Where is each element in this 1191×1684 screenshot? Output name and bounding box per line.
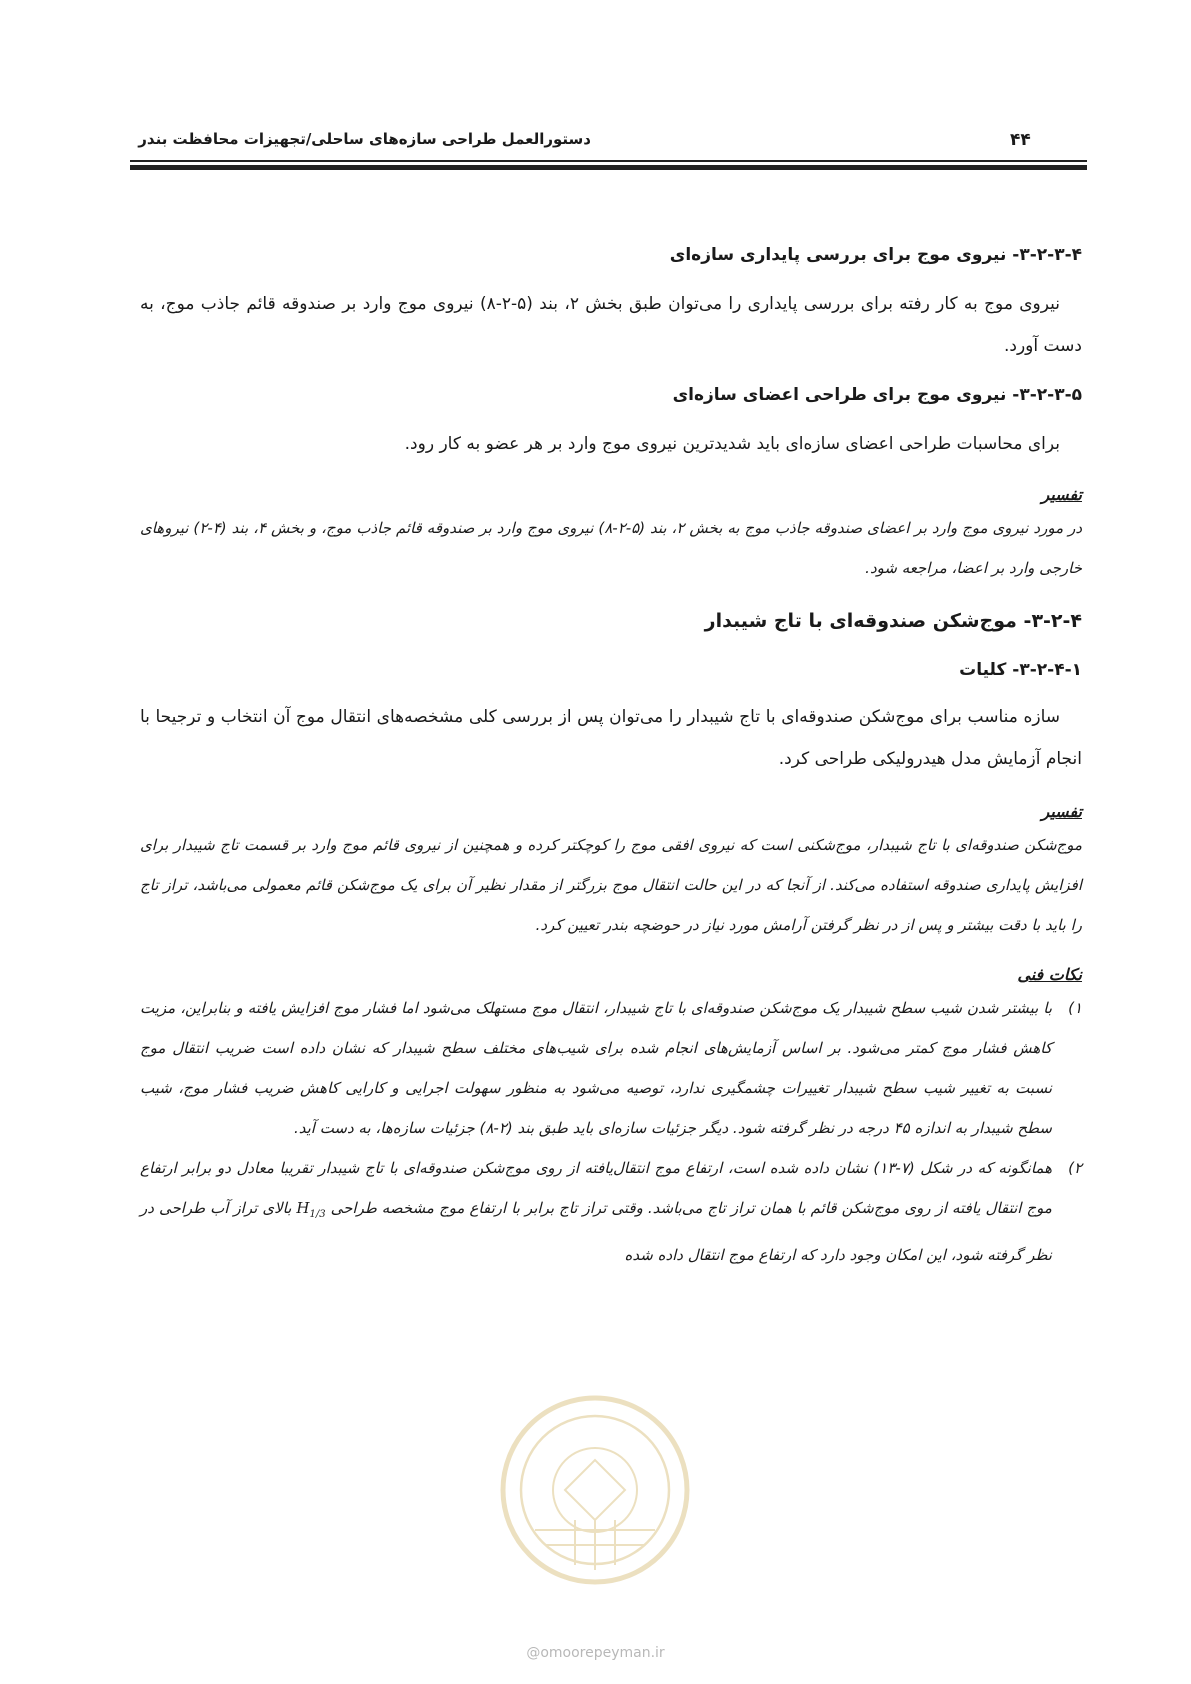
header-rule-thick — [130, 165, 1087, 170]
technical-note-1 — [140, 988, 1082, 1148]
section-heading-3-2-3-4: ۳-۲-۳-۴- نیروی موج برای بررسی پایداری سازه‌ای — [669, 245, 1082, 265]
section-heading-3-2-3-5: ۳-۲-۳-۵- نیروی موج برای طراحی اعضای سازه‌ای — [672, 385, 1082, 405]
section-paragraph-3-2-3-5: برای محاسبات طراحی اعضای سازه‌ای باید شدیدترین نیروی موج وارد بر هر عضو به کار رود. — [404, 434, 1060, 454]
technical-notes-label: نکات فنی — [1017, 965, 1082, 984]
section-paragraph-3-2-3-4: نیروی موج به کار رفته برای بررسی پایداری را می‌توان طبق بخش ۲، بند (۵-۲-۸) نیروی موج وارد بر صندوقه قائم جاذب موج، به دست آورد. — [140, 294, 1082, 356]
note-number: ۲) — [1068, 1159, 1082, 1177]
running-header-title: دستورالعمل طراحی سازه‌های ساحلی/تجهیزات محافظت بندر — [138, 130, 591, 148]
commentary-label: تفسیر — [1041, 802, 1082, 821]
page-body — [140, 245, 1082, 1275]
section-paragraph-3-2-4-1: سازه مناسب برای موج‌شکن صندوقه‌ای با تاج شیبدار را می‌توان پس از بررسی کلی مشخصه‌های انتقال موج آن انتخاب و ترجیحا با انجام آزمایش مدل هیدرولیکی طراحی کرد. — [140, 707, 1082, 769]
watermark-site: @omoorepeyman.ir — [526, 1645, 665, 1661]
section-heading-3-2-4: ۳-۲-۴- موج‌شکن صندوقه‌ای با تاج شیبدار — [704, 610, 1082, 632]
commentary-label: تفسیر — [1041, 485, 1082, 504]
page-number: ۴۴ — [1010, 130, 1031, 150]
note-text: با بیشتر شدن شیب سطح شیبدار یک موج‌شکن صندوقه‌ای با تاج شیبدار، انتقال موج مستهلک می‌شود اما فشار موج افزایش یافته و بنابراین، مزیت کاهش فشار موج کمتر می‌شود. بر اساس آزمایش‌های انجام شده برای شیب‌های مختلف سطح شیبدار که نشان داده است ضریب انتقال موج نسبت به تغییر شیب سطح شیبدار تغییرات چشمگیری ندارد، توصیه می‌شود به منظور سهولت اجرایی و کارایی کاهش ضریب فشار موج، شیب سطح شیبدار به اندازه ۴۵ درجه در نظر گرفته شود. دیگر جزئیات سازه‌ای باید طبق بند (۲-۸) جزئیات سازه‌ها، به دست آید. — [140, 999, 1052, 1137]
note-text-part-b: بالای تراز آب طراحی در نظر گرفته شود، این امکان وجود دارد که ارتفاع موج انتقال داده شده — [140, 1199, 1052, 1264]
formula-subscript: 1/3 — [309, 1209, 326, 1220]
technical-note-2 — [140, 1148, 1082, 1275]
formula-h13 — [296, 1199, 326, 1220]
header-rule-thin — [130, 160, 1087, 162]
section-heading-3-2-4-1: ۳-۲-۴-۱- کلیات — [959, 660, 1082, 680]
note-number: ۱) — [1068, 999, 1082, 1017]
note-text — [140, 1148, 1052, 1275]
commentary-paragraph: در مورد نیروی موج وارد بر اعضای صندوقه جاذب موج به بخش ۲، بند (۵-۲-۸) نیروی موج وارد بر صندوقه قائم جاذب موج، و بخش ۴، بند (۴-۲) نیروهای خارجی وارد بر اعضا، مراجعه شود. — [140, 519, 1083, 577]
note-text-part-a: همانگونه که در شکل (۷-۱۳) نشان داده شده است، ارتفاع موج انتقال‌یافته از روی موج‌شکن صندوقه‌ای با تاج شیبدار تقریبا معادل دو برابر ارتفاع موج انتقال یافته از روی موج‌شکن قائم با همان تراز تاج می‌باشد. وقتی تراز تاج برابر با ارتفاع موج مشخصه طراحی — [140, 1159, 1052, 1217]
watermark-seal-icon — [495, 1390, 695, 1590]
commentary-paragraph: موج‌شکن صندوقه‌ای با تاج شیبدار، موج‌شکنی است که نیروی افقی موج را کوچکتر کرده و همچنین از نیروی قائم موج وارد بر قسمت تاج شیبدار برای افزایش پایداری صندوقه استفاده می‌کند. از آنجا که در این حالت انتقال موج بزرگتر از مقدار نظیر آن برای یک موج‌شکن قائم معمولی می‌باشد، تراز تاج را باید با دقت بیشتر و پس از در نظر گرفتن آرامش مورد نیاز در حوضچه بندر تعیین کرد. — [140, 836, 1082, 934]
formula-symbol: H — [296, 1199, 310, 1217]
